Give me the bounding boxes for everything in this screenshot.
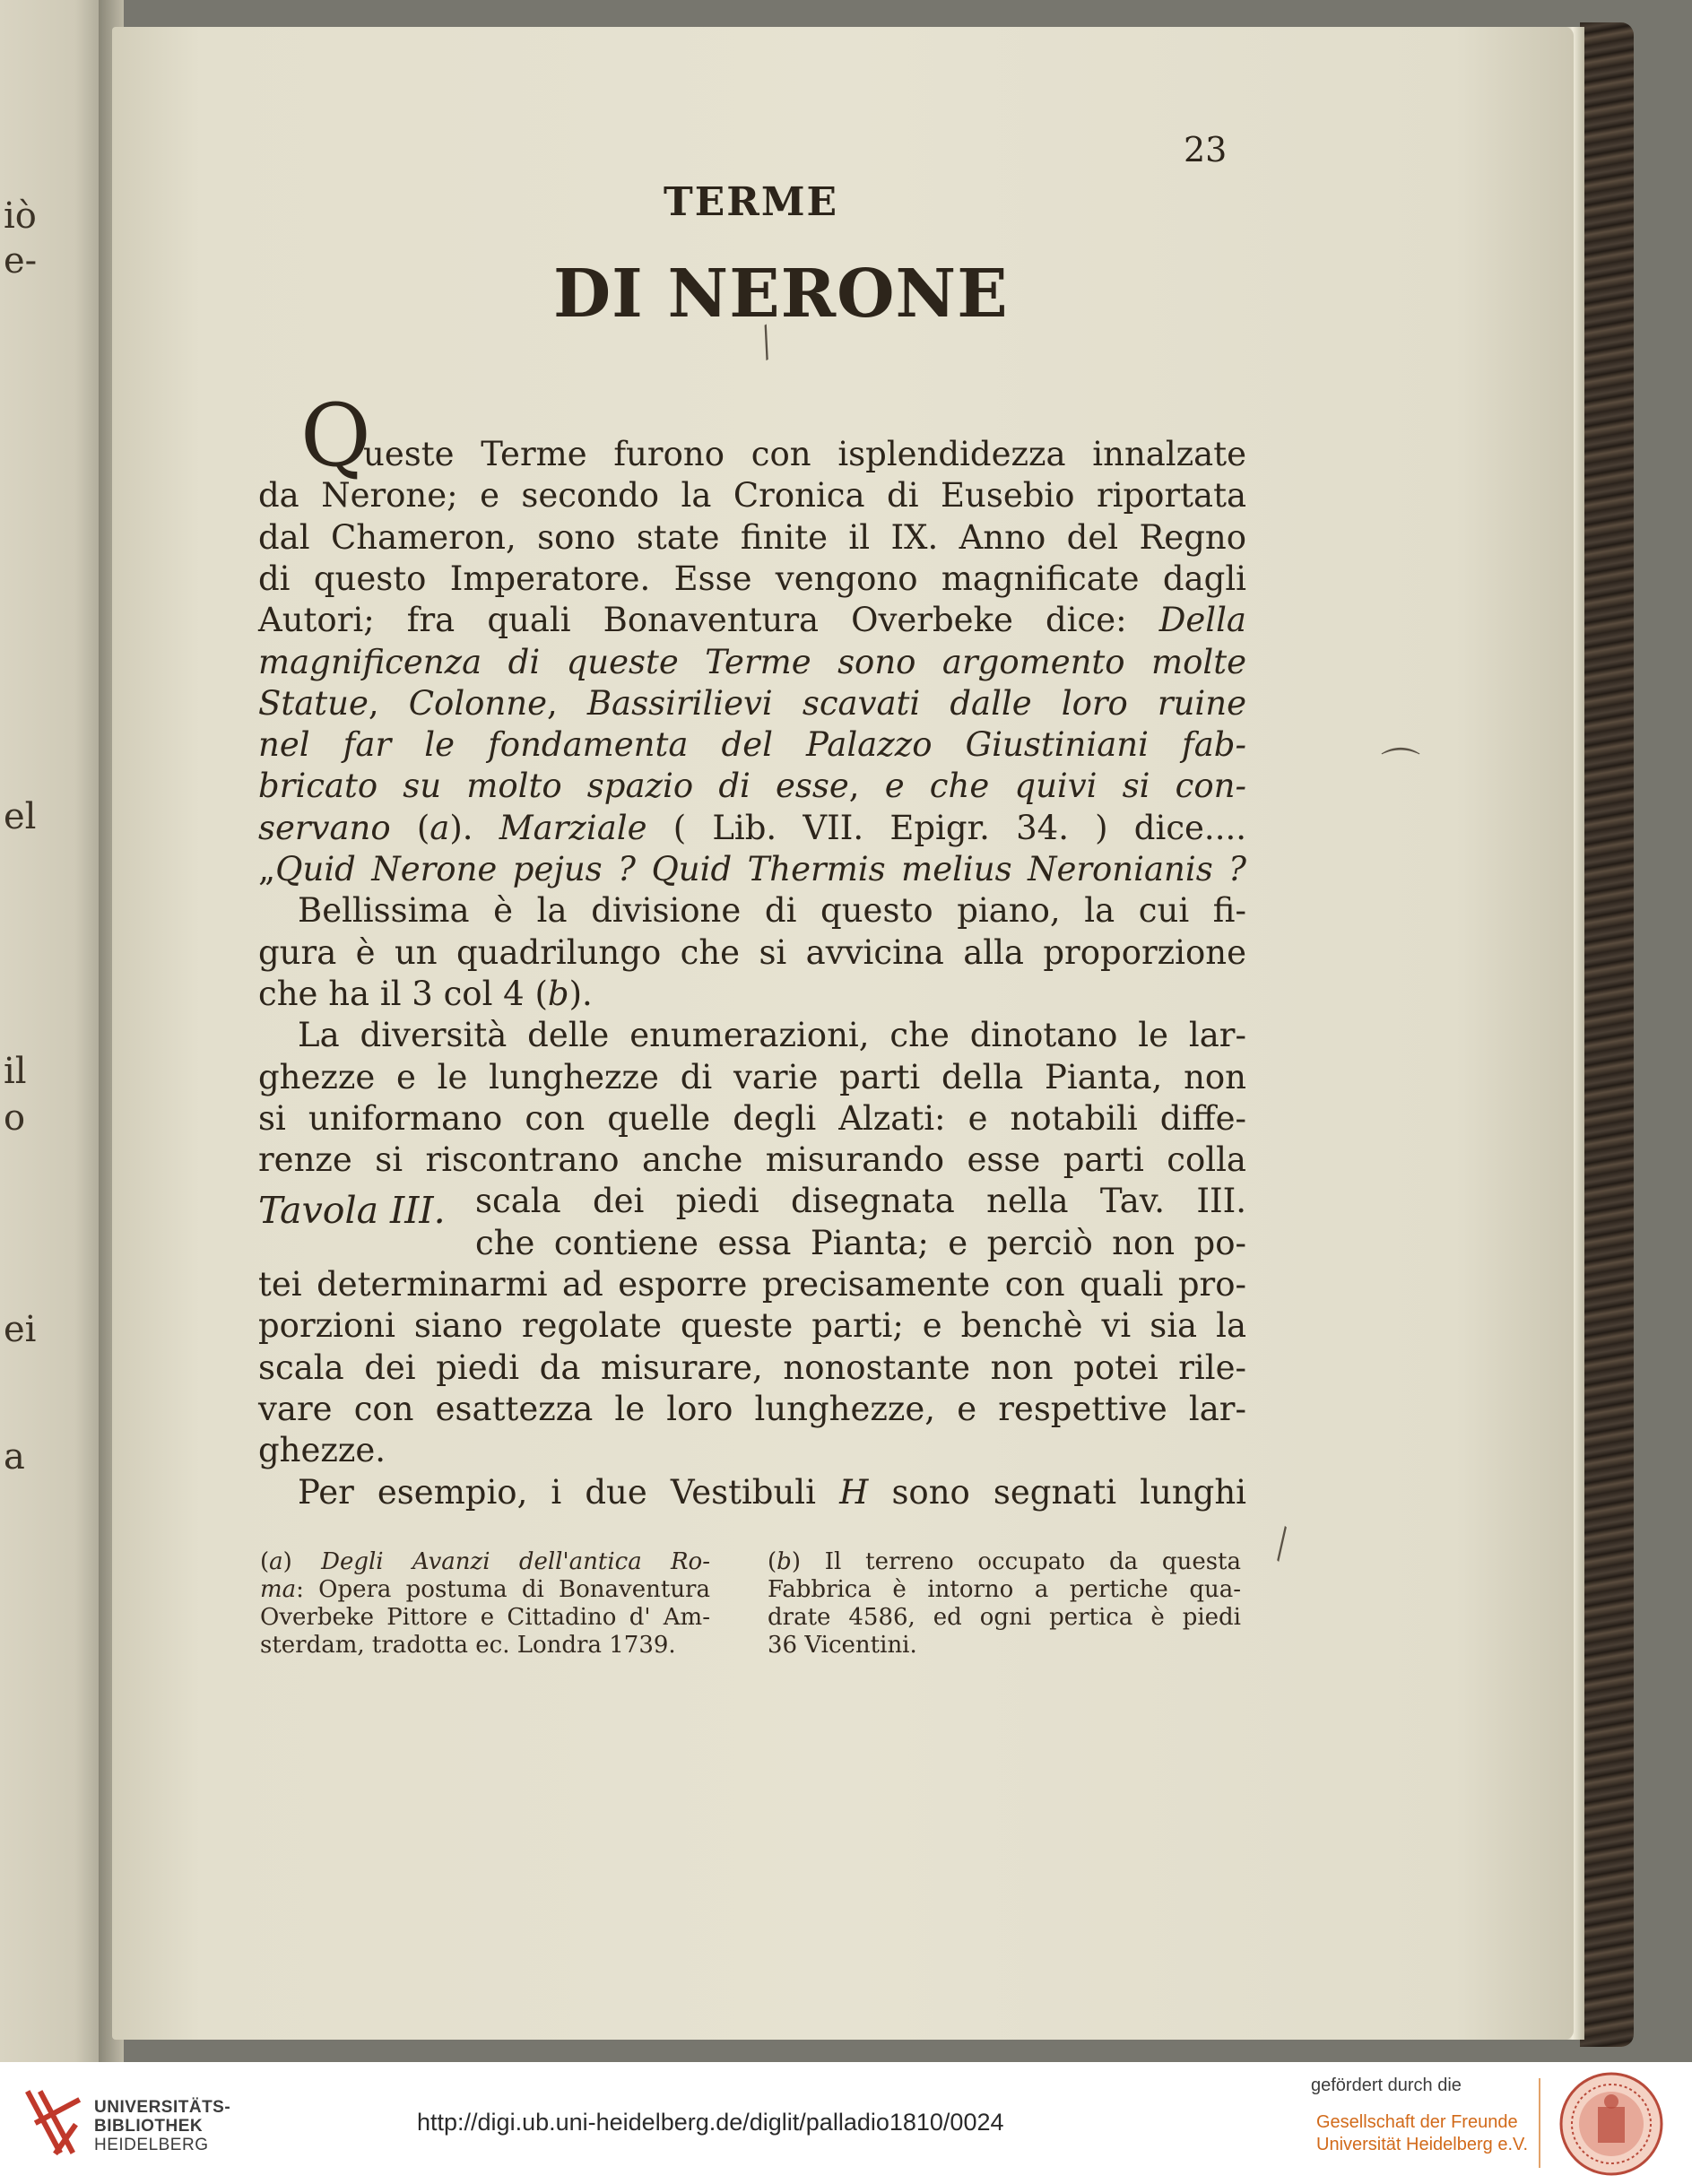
text-run: ( bbox=[768, 1548, 777, 1575]
footnote-a-line bbox=[260, 1548, 710, 1575]
body-line bbox=[298, 890, 1246, 932]
text-run: scala dei piedi disegnata nella Tav. III. bbox=[475, 1182, 1246, 1221]
text-run: porzioni siano regolate queste parti; e benchè vi sia la bbox=[258, 1306, 1246, 1346]
text-run: drate 4586, ed ogni pertica è piedi bbox=[768, 1604, 1241, 1631]
text-run: a bbox=[430, 808, 450, 847]
library-name-line-2: BIBLIOTHEK bbox=[94, 2117, 204, 2136]
text-run: , bbox=[848, 767, 885, 806]
body-line bbox=[475, 1181, 1246, 1222]
text-run: nel far le fondamenta del Palazzo Giustiniani fab- bbox=[258, 725, 1246, 765]
body-line bbox=[258, 600, 1246, 641]
text-run: Bellissima è la divisione di questo piano, la cui fi- bbox=[298, 891, 1246, 931]
text-run: gura è un quadrilungo che si avvicina alla proporzione bbox=[258, 932, 1246, 972]
body-line bbox=[258, 724, 1246, 766]
text-run: ueste Terme furono con isplendidezza innalzate bbox=[363, 435, 1246, 473]
footnote-b-line bbox=[768, 1576, 1241, 1603]
ub-heidelberg-logo-icon bbox=[25, 2082, 90, 2162]
text-run: renze si riscontrano anche misurando esse parti colla bbox=[258, 1140, 1246, 1180]
body-line bbox=[258, 559, 1246, 600]
text-run: Overbeke Pittore e Cittadino d' Am- bbox=[260, 1604, 710, 1631]
text-run: ( Lib. VII. Epigr. 34. ) dice.... bbox=[646, 808, 1246, 847]
text-run: ( bbox=[390, 808, 430, 847]
body-line bbox=[258, 1057, 1246, 1098]
footnote-b-line bbox=[768, 1548, 1241, 1575]
text-run: ma bbox=[260, 1576, 297, 1603]
body-line bbox=[258, 475, 1246, 516]
text-run: ghezze e le lunghezze di varie parti della Pianta, non bbox=[258, 1057, 1246, 1096]
text-run: si uniformano con quelle degli Alzati: e notabili diffe- bbox=[258, 1098, 1246, 1138]
text-run: Quid Nerone pejus ? Quid Thermis melius Neronianis ? bbox=[275, 850, 1246, 888]
body-line bbox=[298, 1472, 1246, 1513]
text-run: : Opera postuma di Bonaventura bbox=[296, 1576, 710, 1603]
text-run: Statue bbox=[258, 683, 369, 723]
body-line bbox=[258, 642, 1246, 683]
body-line bbox=[363, 434, 1246, 475]
body-line bbox=[298, 1015, 1246, 1056]
text-run: ). bbox=[449, 808, 499, 847]
text-run: Bassirilievi scavati dalle loro ruine bbox=[586, 683, 1246, 723]
text-run: La diversità delle enumerazioni, che dinotano le lar- bbox=[298, 1016, 1246, 1055]
left-fragment: ei bbox=[4, 1309, 37, 1350]
text-run: ) Il terreno occupato da questa bbox=[791, 1548, 1241, 1575]
library-name-line-1: UNIVERSITÄTS- bbox=[94, 2098, 231, 2117]
text-run: e che quivi si con- bbox=[884, 767, 1246, 806]
text-run: b bbox=[547, 974, 569, 1013]
university-seal-icon bbox=[1558, 2071, 1664, 2177]
body-line bbox=[258, 849, 1246, 890]
sponsor-name-line-2: Universität Heidelberg e.V. bbox=[1316, 2135, 1529, 2154]
text-run: scala dei piedi da misurare, nonostante non potei rile- bbox=[258, 1348, 1246, 1387]
text-run: dal Chameron, sono state finite il IX. Anno del Regno bbox=[258, 517, 1246, 557]
library-name-line-3: HEIDELBERG bbox=[94, 2136, 209, 2154]
body-line bbox=[258, 932, 1246, 974]
sponsor-name-line-1: Gesellschaft der Freunde bbox=[1316, 2112, 1518, 2132]
chapter-title-line-1: TERME bbox=[664, 179, 839, 225]
body-line bbox=[258, 766, 1246, 807]
body-line bbox=[258, 1430, 386, 1471]
body-line bbox=[258, 1305, 1246, 1347]
body-line bbox=[258, 517, 1246, 559]
text-run: tei determinarmi ad esporre precisamente con quali pro- bbox=[258, 1265, 1246, 1304]
scan-mark: ╱ bbox=[751, 325, 782, 361]
text-run: Autori; fra quali Bonaventura Overbeke dice: bbox=[258, 601, 1159, 640]
text-run: Degli Avanzi dell'antica Ro- bbox=[321, 1548, 710, 1575]
text-run: sterdam, tradotta ec. Londra 1739. bbox=[260, 1632, 676, 1659]
body-line bbox=[475, 1223, 1246, 1264]
text-run: 36 Vicentini. bbox=[768, 1632, 917, 1659]
text-run: Colonne bbox=[408, 683, 547, 723]
body-line bbox=[258, 974, 593, 1015]
text-run: ) bbox=[282, 1548, 322, 1575]
text-run: servano bbox=[258, 808, 391, 847]
body-line bbox=[258, 1098, 1246, 1140]
text-run: sono segnati lunghi bbox=[868, 1472, 1246, 1512]
text-run: ). bbox=[568, 974, 593, 1013]
footnote-a-line bbox=[260, 1632, 676, 1659]
digitization-footer bbox=[0, 2062, 1692, 2184]
text-run: b bbox=[777, 1548, 792, 1575]
permalink-url[interactable]: http://digi.ub.uni-heidelberg.de/diglit/palladio1810/0024 bbox=[417, 2109, 1004, 2136]
left-page-edge bbox=[0, 0, 108, 2062]
book-cover-edge bbox=[1580, 22, 1634, 2047]
body-line bbox=[258, 1348, 1246, 1389]
scan-mark: ╲ bbox=[1264, 1527, 1298, 1562]
body-line bbox=[258, 683, 1246, 724]
text-run: H bbox=[839, 1472, 869, 1512]
text-run: ( bbox=[260, 1548, 270, 1575]
sponsor-divider bbox=[1539, 2078, 1540, 2168]
drop-cap: Q bbox=[300, 386, 371, 486]
text-run: magnificenza di queste Terme sono argomento molte bbox=[258, 642, 1246, 681]
body-line bbox=[258, 808, 1246, 849]
chapter-title-line-2: DI NERONE bbox=[553, 256, 1009, 333]
left-fragment: el bbox=[4, 796, 37, 837]
footnote-a-line bbox=[260, 1604, 710, 1631]
left-fragment: a bbox=[4, 1436, 25, 1478]
footnote-a-line bbox=[260, 1576, 710, 1603]
margin-note: Tavola III. bbox=[258, 1189, 446, 1232]
left-fragment: o bbox=[4, 1097, 26, 1139]
scan-mark: ⌒ bbox=[1381, 745, 1420, 791]
left-fragment: iò bbox=[4, 195, 37, 237]
footnote-b-line bbox=[768, 1632, 917, 1659]
text-run: Fabbrica è intorno a pertiche qua- bbox=[768, 1576, 1241, 1603]
body-line bbox=[258, 1264, 1246, 1305]
footnote-b-line bbox=[768, 1604, 1241, 1631]
text-run: Della bbox=[1158, 601, 1246, 640]
text-run: di questo Imperatore. Esse vengono magnificate dagli bbox=[258, 559, 1246, 598]
text-run: Per esempio, i due Vestibuli bbox=[298, 1472, 840, 1512]
text-run: vare con esattezza le loro lunghezze, e respettive lar- bbox=[258, 1389, 1246, 1428]
text-run: che ha il 3 col 4 ( bbox=[258, 974, 548, 1013]
text-run: ghezze. bbox=[258, 1431, 386, 1470]
text-run: Marziale bbox=[499, 808, 647, 847]
text-run: , bbox=[547, 683, 587, 723]
page-number: 23 bbox=[1184, 130, 1228, 169]
text-run: „ bbox=[258, 850, 276, 888]
sponsor-intro: gefördert durch die bbox=[1311, 2076, 1462, 2095]
left-fragment: e- bbox=[4, 240, 38, 282]
left-fragment: il bbox=[4, 1051, 27, 1092]
text-run: a bbox=[269, 1548, 283, 1575]
text-run: che contiene essa Pianta; e perciò non po- bbox=[475, 1223, 1246, 1262]
text-run: bricato su molto spazio di esse bbox=[258, 767, 849, 806]
text-run: , bbox=[368, 683, 409, 723]
text-run: da Nerone; e secondo la Cronica di Eusebio riportata bbox=[258, 476, 1246, 516]
body-line bbox=[258, 1389, 1246, 1430]
body-line bbox=[258, 1140, 1246, 1181]
